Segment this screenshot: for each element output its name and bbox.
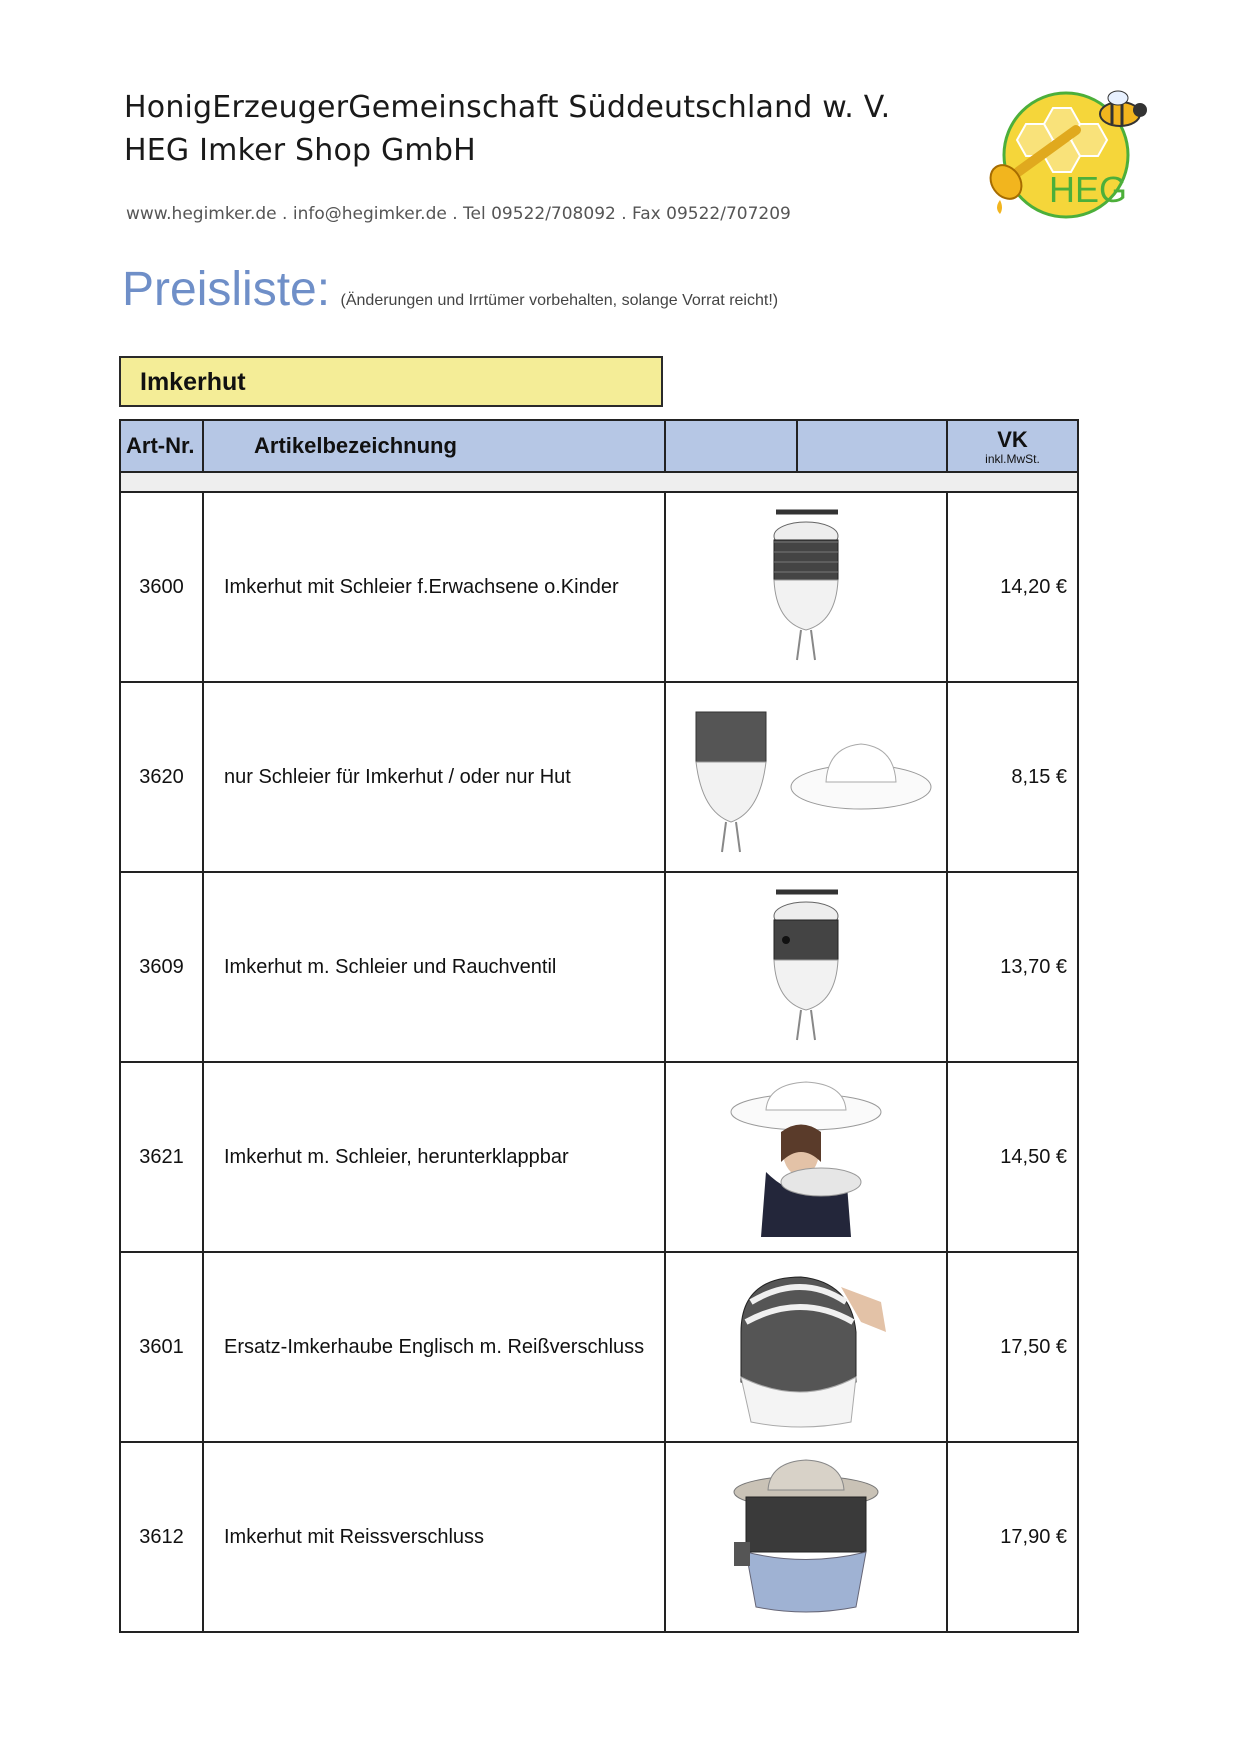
header-art-nr: Art-Nr. [120,420,203,472]
price-value: 14,20 € [947,492,1078,682]
zip-hat-icon [726,1452,886,1622]
foldable-veil-hat-icon [726,1072,886,1242]
art-number: 3621 [120,1062,203,1252]
table-row [120,1252,1078,1442]
table-row [120,682,1078,872]
veil-and-hat-icon [676,692,936,862]
art-number: 3612 [120,1442,203,1632]
header-description: Artikelbezeichnung [203,420,665,472]
table-row [120,1062,1078,1252]
article-description: Imkerhut m. Schleier und Rauchventil [203,872,665,1062]
table-row [120,872,1078,1062]
table-row [120,1442,1078,1632]
header-vk-tax-note: inkl.MwSt. [985,452,1040,466]
heg-logo [978,84,1156,226]
table-row [120,492,1078,682]
art-number: 3609 [120,872,203,1062]
header-empty-1 [665,420,797,472]
veil-hat-icon [746,502,866,672]
svg-text:HEG: HEG [1048,169,1128,210]
header-empty-2 [797,420,947,472]
shop-name: HEG Imker Shop GmbH [124,133,476,168]
product-image-cell [665,682,947,872]
article-description: Imkerhut mit Schleier f.Erwachsene o.Kinder [203,492,665,682]
english-hood-icon [721,1262,891,1432]
article-description: Ersatz-Imkerhaube Englisch m. Reißverschluss [203,1252,665,1442]
article-description: Imkerhut m. Schleier, herunterklappbar [203,1062,665,1252]
org-name: HonigErzeugerGemeinschaft Süddeutschland w. V. [124,90,891,125]
price-table [119,419,1079,1633]
price-list-heading: Preisliste: [122,263,331,316]
category-label: Imkerhut [140,368,246,396]
price-value: 13,70 € [947,872,1078,1062]
art-number: 3620 [120,682,203,872]
price-list-title [122,262,778,317]
art-number: 3600 [120,492,203,682]
product-image-cell [665,872,947,1062]
product-image-cell [665,492,947,682]
header-vk-label: VK [997,427,1028,452]
article-description: Imkerhut mit Reissverschluss [203,1442,665,1632]
table-header-row [120,420,1078,472]
article-description: nur Schleier für Imkerhut / oder nur Hut [203,682,665,872]
art-number: 3601 [120,1252,203,1442]
header-vk [947,420,1078,472]
price-value: 17,90 € [947,1442,1078,1632]
bee-icon [1100,91,1147,126]
contact-line: www.hegimker.de . info@hegimker.de . Tel 09522/708092 . Fax 09522/707209 [126,204,791,224]
product-image-cell [665,1442,947,1632]
product-image-cell [665,1252,947,1442]
price-value: 8,15 € [947,682,1078,872]
product-image-cell [665,1062,947,1252]
veil-hat-valve-icon [746,882,866,1052]
category-banner [119,356,663,407]
table-spacer-row [120,472,1078,492]
price-value: 17,50 € [947,1252,1078,1442]
price-value: 14,50 € [947,1062,1078,1252]
price-list-disclaimer: (Änderungen und Irrtümer vorbehalten, solange Vorrat reicht!) [340,292,779,309]
